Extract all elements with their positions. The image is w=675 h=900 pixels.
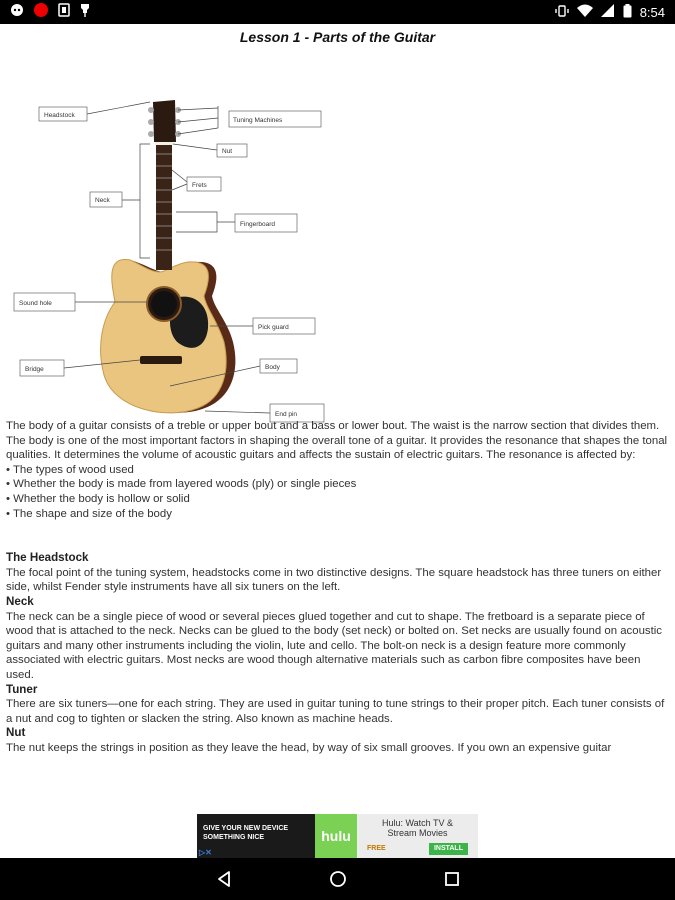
signal-icon (601, 4, 615, 21)
ad-banner[interactable] (197, 814, 478, 858)
label-frets (187, 177, 221, 191)
article-text (6, 419, 668, 755)
back-button[interactable] (212, 867, 236, 891)
nut-body: The nut keeps the strings in position as they leave the head, by way of six small grooves. If you own an expensive guitar (6, 741, 612, 754)
status-bar (0, 0, 675, 24)
svg-text:Headstock: Headstock (44, 112, 75, 119)
label-body (260, 359, 297, 373)
list-item: • Whether the body is hollow or solid (6, 492, 668, 507)
recents-icon (443, 870, 461, 888)
resonance-factors-list (6, 463, 668, 521)
svg-text:End pin: End pin (275, 411, 298, 418)
back-icon (215, 870, 233, 888)
tuner-body: There are six tuners—one for each string. They are used in guitar tuning to tune strings to their proper pitch. Each tuner consists of a nut and cog to tighten or slacken the string. Also known as machine heads. (6, 698, 665, 725)
nut-heading: Nut (6, 726, 26, 740)
label-bridge (20, 360, 64, 376)
label-headstock (39, 107, 87, 121)
label-fingerboard (235, 214, 297, 232)
guitar-diagram (0, 70, 340, 430)
list-item: • The shape and size of the body (6, 507, 668, 522)
intro-paragraph: The body of a guitar consists of a treble or upper bout and a bass or lower bout. The waist is the narrow section that divides them. The body is one of the most important factors in shaping the overall tone of a guitar. It provides the resonance that shapes the tonal qualities. It determines the volume of acoustic guitars and affects the sustain of electric guitars. The resonance is affected by: (6, 420, 668, 462)
headstock-body: The focal point of the tuning system, headstocks come in two distinctive designs. The square headstock has three tuners on either side, whilst Fender style instruments have all six tuners on the left. (6, 566, 662, 594)
neck-body: The neck can be a single piece of wood or several pieces glued together and cut to shape. The fretboard is a separate piece of wood that is attached to the neck. Necks can be glued to the body (set neck) or bolted on. Set necks are usually found on acoustic guitars and many other instruments including the violin, lute and cello. The bolt-on neck is a design feature more commonly associated with electric guitars. Most necks are wood though alternative materials such as carbon fibre composites have been used. (6, 610, 662, 681)
ad-app-info[interactable]: Hulu: Watch TV & Stream Movies FREE INSTALL (357, 814, 478, 858)
svg-text:Nut: Nut (222, 148, 233, 155)
label-sound-hole (14, 293, 75, 311)
ad-choices-icon[interactable]: ▷✕ (199, 848, 212, 857)
neck-heading: Neck (6, 594, 34, 608)
sim-icon (58, 3, 70, 22)
svg-text:Pick guard: Pick guard (258, 324, 289, 331)
list-item: • The types of wood used (6, 463, 668, 478)
pin-icon (79, 3, 91, 22)
hulu-logo[interactable]: hulu (315, 814, 357, 858)
svg-text:Frets: Frets (192, 182, 207, 189)
svg-text:Bridge: Bridge (25, 366, 44, 373)
label-neck (90, 192, 122, 207)
vibrate-icon (555, 4, 569, 21)
svg-text:Neck: Neck (95, 197, 110, 204)
label-pick-guard (253, 318, 315, 334)
headstock-heading: The Headstock (6, 551, 89, 565)
lesson-content[interactable] (0, 24, 675, 858)
chat-icon (10, 3, 24, 22)
guitar-body-image (101, 259, 236, 412)
svg-text:Fingerboard: Fingerboard (240, 221, 276, 228)
navigation-bar (0, 858, 675, 900)
ad-tagline[interactable]: GIVE YOUR NEW DEVICE SOMETHING NICE ▷✕ (197, 814, 315, 858)
home-button[interactable] (326, 867, 350, 891)
wifi-icon (577, 4, 593, 21)
ad-install-button[interactable]: INSTALL (429, 843, 468, 855)
label-tuning-machines (229, 111, 321, 127)
recents-button[interactable] (440, 867, 464, 891)
battery-icon (623, 4, 632, 21)
ad-free-label: FREE (367, 845, 386, 852)
label-nut (217, 144, 247, 157)
list-item: • Whether the body is made from layered woods (ply) or single pieces (6, 477, 668, 492)
clock: 8:54 (639, 4, 665, 20)
tuner-heading: Tuner (6, 682, 38, 696)
guitar-neck-image (148, 100, 181, 270)
record-icon (33, 2, 49, 23)
page-title: Lesson 1 - Parts of the Guitar (239, 29, 436, 45)
svg-text:Body: Body (265, 364, 280, 371)
svg-text:Tuning Machines: Tuning Machines (233, 117, 283, 124)
svg-text:Sound hole: Sound hole (19, 300, 52, 307)
home-icon (329, 870, 347, 888)
